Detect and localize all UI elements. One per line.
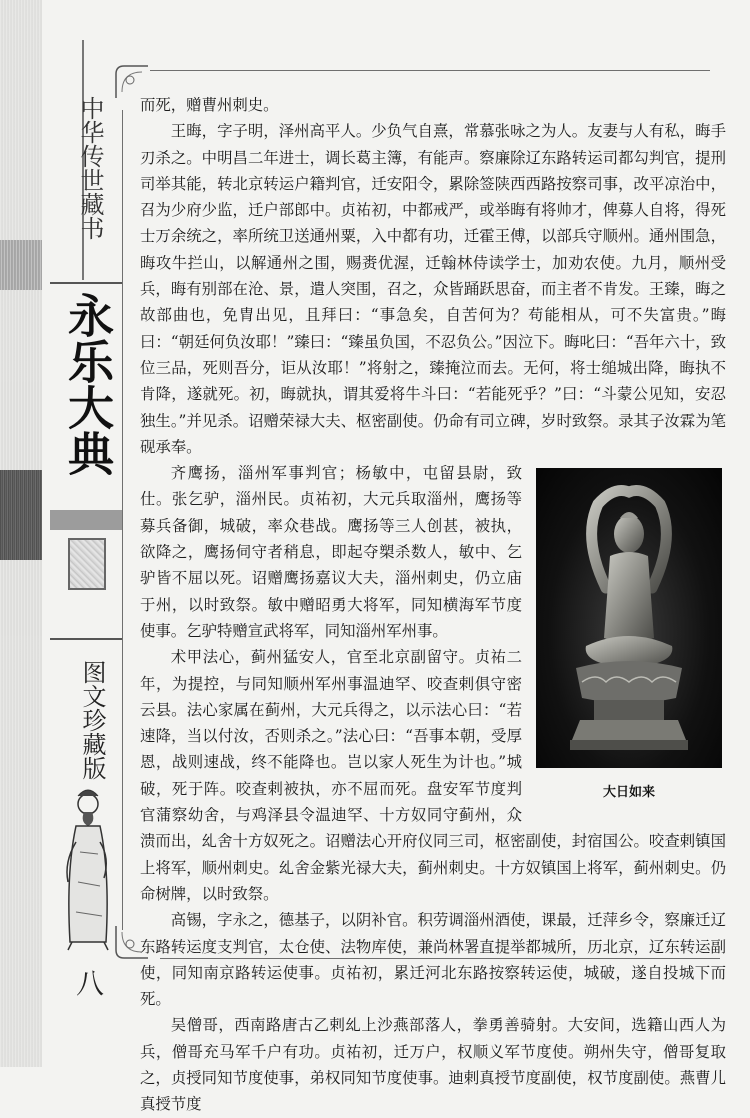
sidebar-gray-bar [50, 510, 122, 530]
sidebar-rule-lower [50, 638, 122, 640]
frame-top-line [150, 70, 710, 71]
page-edge-mark [0, 240, 42, 290]
scholar-figure-illustration [58, 782, 114, 952]
buddha-figure [536, 468, 726, 806]
paragraph-1: 而死，赠曹州刺史。 [140, 96, 279, 114]
paragraph-3: 齐鹰扬，淄州军事判官；杨敏中，屯留县尉，致仕。张乞驴，淄州民。贞祐初，大元兵取淄州，鹰扬等募兵备御，城破，率众巷战。鹰扬等三人创甚，被执，欲降之，鹰扬伺守者稍息，即起夺槊杀数人，敏中、乞驴皆不屈以死。诏赠鹰扬嘉议大夫，淄州刺史，仍立庙于州，以时致祭。敏中赠昭勇大将军，同知横海军节度使事。乞驴特赠宣武将军，同知淄州军州事。 [140, 464, 522, 640]
edition-label: 图文珍藏版 [78, 660, 106, 780]
figure-caption: 大日如来 [602, 785, 655, 801]
page-number: 八 [75, 967, 104, 1000]
series-title: 中华传世藏书 [76, 96, 104, 240]
paragraph-2: 王晦，字子明，泽州高平人。少负气自熹，常慕张咏之为人。友妻与人有私，晦手刃杀之。中明昌二年进士，调长葛主簿，有能声。察廉除辽东路转运司都勾判官，提刑司举其能，转北京转运户籍判官，迁安阳令，累除签陕西西路按察司事，改平凉治中，召为少府少监，迁户部郎中。贞祐初，中都戒严，或举晦有将帅才，俾募人自将，得死士万余统之，率所统卫送通州粟，入中都有功，迁霍王傅，以部兵守顺州。通州围急，晦攻牛拦山，以解通州之围，赐赉优渥，迁翰林侍读学士，加劝农使。九月，顺州受兵，晦有别部在沧、景，遣人突围，召之，众皆踊跃思奋，而主者不肯发。王臻，晦之故部曲也，免胄出见，且拜曰：“事急矣，自苦何为？苟能相从，可不失富贵。”晦曰：“朝廷何负汝耶！”臻曰：“臻虽负国，不忍负公。”因泣下。晦叱曰：“吾年六十，致位三品，死则吾分，讵从汝耶！”将射之，臻掩泣而去。无何，将士缒城出降，晦执不肯降，遂就死。初，晦就执，谓其爱将牛斗曰：“若能死乎？”曰：“斗蒙公见知，安忍独生。”并见杀。诏赠荣禄大夫、枢密副使。仍命有司立碑，岁时致祭。录其子汝霖为笔砚承奉。 [140, 122, 726, 456]
book-title: 永乐大典 [61, 292, 115, 476]
seal-stamp [68, 538, 106, 590]
paragraph-6: 吴僧哥，西南路唐古乙剌乣上沙燕部落人，拳勇善骑射。大安间，选籍山西人为兵，僧哥充马军千户有功。贞祐初，迁万户，权顺义军节度使。朔州失守，僧哥复取之，贞授同知节度使事，弟权同知节度使事。迪剌真授节度副使，权节度副使。燕曹儿真授节度 [140, 1016, 726, 1114]
paragraph-5: 高锡，字永之，德基子，以阴补官。积劳调淄州酒使，课最，迁萍乡令，察廉迁辽东路转运度支判官，太仓使、法物库使，兼尚林署直提举都城所，历北京，辽东转运副使，同知南京路转运使事。贞祐初，累迁河北东路按察转运使，城破，遂自投城下而死。 [140, 911, 726, 1009]
frame-left-line [122, 110, 123, 930]
paragraph-4: 术甲法心，蓟州猛安人，官至北京副留守。贞祐二年，为提控，与同知顺州军州事温迪罕、咬查剌俱守密云县。法心家属在蓟州，大元兵得之，以示法心曰：“若速降，当以付汝，否则杀之。”法心曰：“吾事本朝，受厚恩，战则速战，终不能降也。岂以家人死生为计也。”城破，死于阵。咬查剌被执，亦不屈而死。盘安军节度判官蒲察幼舍，与鸡泽县令温迪罕、十方奴同守蓟州，众溃而出，乣舍十方奴死之。诏赠法心开府仪同三司，枢密副使，封宿国公。咬查剌镇国上将军，顺州刺史。乣舍金紫光禄大夫，蓟州刺史。十方奴镇国上将军，蓟州刺史。仍命树牌，以时致祭。 [140, 648, 726, 903]
sidebar-rule-upper [50, 282, 122, 284]
page-stack-edge [0, 0, 42, 1067]
main-text [140, 92, 726, 1118]
sidebar [50, 40, 120, 1040]
buddha-statue-photo [536, 468, 722, 768]
